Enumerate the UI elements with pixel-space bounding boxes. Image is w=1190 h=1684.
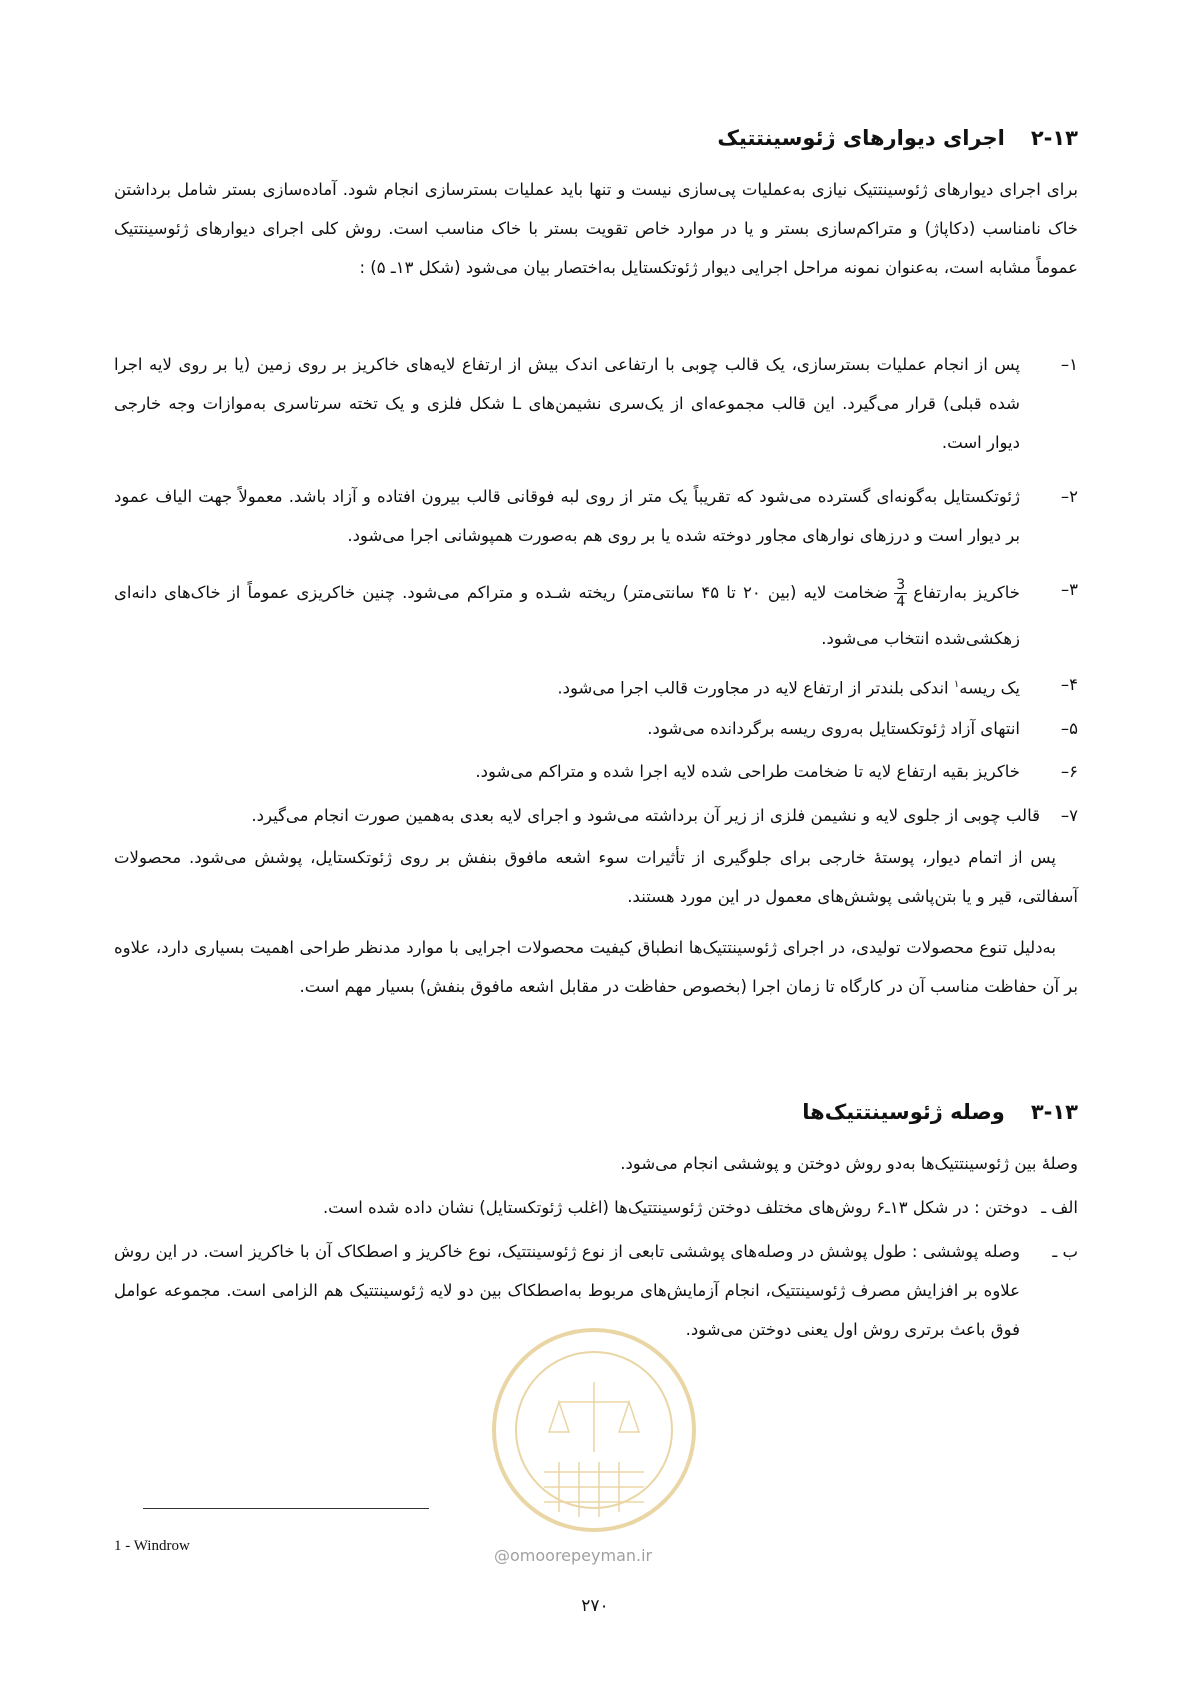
section-number: ۲-۱۳ [1030,126,1078,150]
step-text: ژئوتکستایل به‌گونه‌ای گسترده می‌شود که تقریباً یک متر از روی لبه فوقانی قالب بیرون افتاده و آزاد باشد. معمولاً جهت الیاف عمود بر دیوار است و درزهای نوارهای مجاور دوخته شده یا بر روی هم به‌صورت همپوشانی اجرا می‌شود. [114,487,1020,545]
section-title: اجرای دیوارهای ژئوسینتتیک [717,126,1005,150]
watermark-url: @omoorepeyman.ir [494,1546,653,1565]
item-text: دوختن : در شکل ۱۳ـ۶ روش‌های مختلف دوختن ژئوسینتتیک‌ها (اغلب ژئوتکستایل) نشان داده شده است. [322,1198,1028,1217]
step-2 [114,477,1078,555]
step-text [114,570,1020,662]
section-heading [717,126,1078,150]
step-marker: ۷– [1060,806,1078,825]
step-text-b: ضخامت لایه (بین ۲۰ تا ۴۵ سانتی‌متر) ریخته شـده و متراکم می‌شود. چنین خاکریزی عموماً از خاک‌های دانه‌ای زهکشی‌شده انتخاب می‌شود. [114,583,1020,648]
page-number: ۲۷۰ [581,1596,609,1616]
step-text-a: یک ریسه [959,678,1020,698]
step-marker: ۵– [1060,719,1078,738]
paragraph: به‌دلیل تنوع محصولات تولیدی، در اجرای ژئوسینتتیک‌ها انطباق کیفیت محصولات اجرایی با موارد مدنظر طراحی اهمیت بسیاری دارد، علاوه بر آن حفاظت مناسب آن در کارگاه تا زمان اجرا (بخصوص حفاظت در مقابل اشعه مافوق بنفش) بسیار مهم است. [114,938,1078,996]
fraction-denominator: 4 [896,594,906,610]
intro-paragraph: وصلهٔ بین ژئوسینتتیک‌ها به‌دو روش دوختن و پوششی انجام می‌شود. [620,1154,1078,1173]
section-number: ۳-۱۳ [1030,1100,1078,1124]
step-4 [114,665,1078,708]
step-5 [114,709,1078,748]
step-3 [114,570,1078,662]
step-text: انتهای آزاد ژئوتکستایل به‌روی ریسه برگردانده می‌شود. [647,719,1020,738]
step-marker: ۱– [1060,355,1078,374]
step-1 [114,345,1078,462]
step-text: پس از انجام عملیات بسترسازی، یک قالب چوبی با ارتفاعی اندک بیش از ارتفاع لایه‌های خاکریز بر روی زمین (یا بر روی لایه اجرا شده قبلی) قرار می‌گیرد. این قالب مجموعه‌ای از یک‌سری نشیمن‌های L شکل فلزی و یک تخته سرتاسری به‌موازات وجه خارجی دیوار است. [114,355,1020,452]
step-text: خاکریز بقیه ارتفاع لایه تا ضخامت طراحی شده لایه اجرا شده و متراکم می‌شود. [475,762,1020,781]
footnote-divider [143,1508,429,1509]
watermark-seal [489,1322,699,1544]
step-text [114,665,1020,708]
fraction-numerator: 3 [896,577,906,593]
list-item [114,1188,1078,1227]
step-marker: ۳– [1060,580,1078,599]
item-marker: الف ـ [1041,1198,1078,1217]
footnote-ref: ۱ [953,679,960,690]
step-marker: ۶– [1060,762,1078,781]
fraction [894,577,907,610]
step-text-a: خاکریز به‌ارتفاع [913,583,1021,602]
step-7 [114,796,1078,835]
item-text: وصله پوششی : طول پوشش در وصله‌های پوششی تابعی از نوع ژئوسینتتیک، نوع خاکریز و اصطکاک آن با خاکریز است. در این روش علاوه بر افزایش مصرف ژئوسینتتیک، انجام آزمایش‌های مربوط به‌اصطکاک بین دو لایه ژئوسینتتیک هم الزامی است. مجموعه عوامل فوق باعث برتری روش اول یعنی دوختن می‌شود. [114,1242,1020,1339]
item-marker: ب ـ [1052,1242,1078,1261]
intro-paragraph: برای اجرای دیوارهای ژئوسینتتیک نیازی به‌عملیات پی‌سازی نیست و تنها باید عملیات بسترسازی انجام شود. آماده‌سازی بستر شامل برداشتن خاک نامناسب (دکاپاژ) و متراکم‌سازی بستر و یا در موارد خاص تقویت بستر با خاک مناسب است. روش کلی اجرای دیوارهای ژئوسینتتیک عموماً مشابه است، به‌عنوان نمونه مراحل اجرایی دیوار ژئوتکستایل به‌اختصار بیان می‌شود (شکل ۱۳ـ ۵) : [114,180,1078,277]
section-title: وصله ژئوسینتتیک‌ها [802,1100,1005,1124]
section-heading [802,1100,1078,1124]
step-marker: ۴– [1060,675,1078,694]
footnote: 1 - Windrow [114,1538,190,1554]
step-6 [114,752,1078,791]
step-marker: ۲– [1060,487,1078,506]
step-text-b: اندکی بلندتر از ارتفاع لایه در مجاورت قالب اجرا می‌شود. [557,678,954,698]
step-text: قالب چوبی از جلوی لایه و نشیمن فلزی از زیر آن برداشته می‌شود و اجرای لایه بعدی به‌همین صورت انجام می‌گیرد. [251,806,1040,825]
paragraph: پس از اتمام دیوار، پوستهٔ خارجی برای جلوگیری از تأثیرات سوء اشعه مافوق بنفش بر روی ژئوتکستایل، پوشش می‌شود. محصولات آسفالتی، قیر و یا بتن‌پاشی پوشش‌های معمول در این مورد هستند. [114,848,1078,906]
